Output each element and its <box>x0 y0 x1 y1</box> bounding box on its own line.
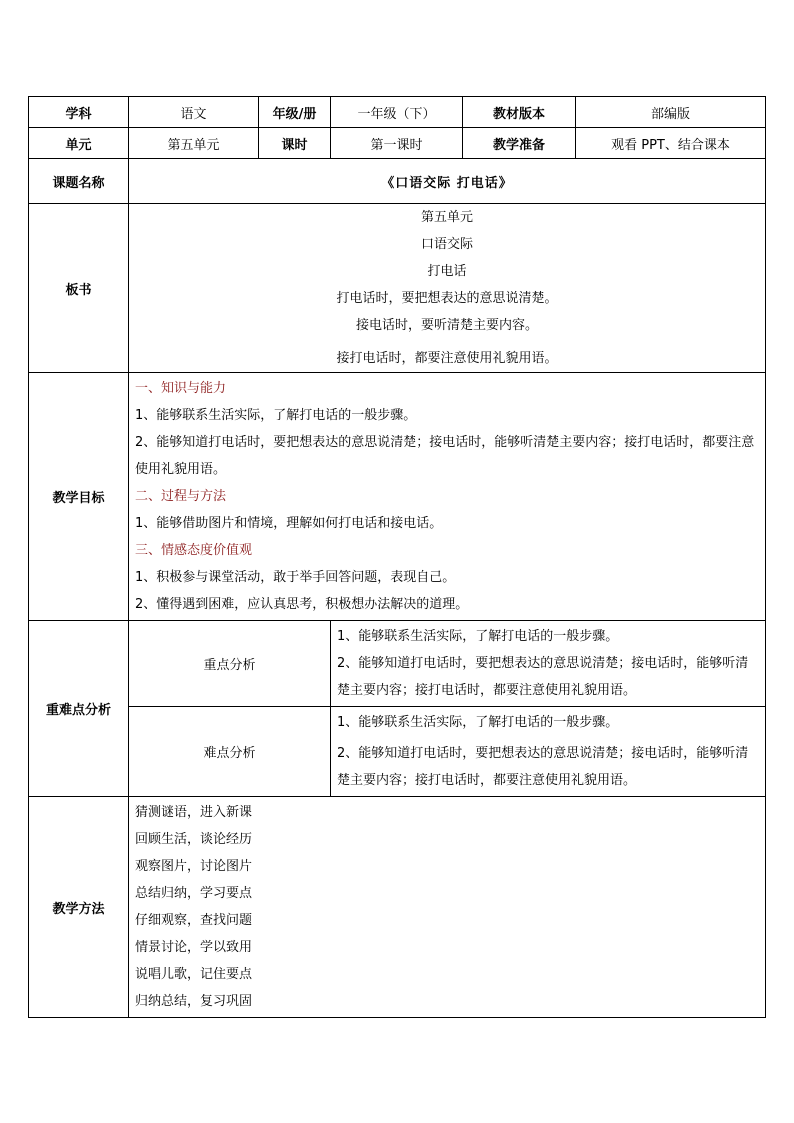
objectives-label: 教学目标 <box>29 373 129 621</box>
edition-label: 教材版本 <box>463 97 576 128</box>
lesson-title-label: 课题名称 <box>29 159 129 204</box>
blackboard-line: 打电话时，要把想表达的意思说清楚。 <box>336 291 558 306</box>
key-points-label: 重难点分析 <box>29 621 129 797</box>
method-item: 回顾生活，谈论经历 <box>135 832 253 847</box>
header-row-1 <box>29 97 766 128</box>
prep-label: 教学准备 <box>463 128 576 159</box>
difficult-analysis-item: 2、能够知道打电话时，要把想表达的意思说清楚；接电话时，能够听清楚主要内容；接打电话时，都要注意使用礼貌用语。 <box>337 746 749 788</box>
blackboard-row <box>29 204 766 373</box>
objective-item: 2、能够知道打电话时，要把想表达的意思说清楚；接电话时，能够听清楚主要内容；接打电话时，都要注意使用礼貌用语。 <box>135 435 755 477</box>
method-item: 总结归纳，学习要点 <box>135 886 253 901</box>
methods-content <box>129 797 766 1018</box>
method-item: 说唱儿歌，记住要点 <box>135 967 253 982</box>
period-label: 课时 <box>259 128 331 159</box>
period-value: 第一课时 <box>331 128 463 159</box>
key-analysis-label: 重点分析 <box>129 621 331 707</box>
objective-section-heading: 一、知识与能力 <box>135 381 227 396</box>
key-points-row <box>29 621 766 707</box>
blackboard-label: 板书 <box>29 204 129 373</box>
blackboard-line: 口语交际 <box>420 237 473 252</box>
method-item: 归纳总结，复习巩固 <box>135 994 253 1009</box>
difficult-points-row <box>29 707 766 797</box>
difficult-analysis-label: 难点分析 <box>129 707 331 797</box>
subject-value: 语文 <box>129 97 259 128</box>
objectives-row <box>29 373 766 621</box>
grade-label: 年级/册 <box>259 97 331 128</box>
difficult-analysis-content <box>331 707 766 797</box>
objective-item: 2、懂得遇到困难，应认真思考，积极想办法解决的道理。 <box>135 597 469 612</box>
objective-section-heading: 三、情感态度价值观 <box>135 543 253 558</box>
prep-value: 观看 PPT、结合课本 <box>576 128 766 159</box>
key-analysis-content <box>331 621 766 707</box>
lesson-title: 《口语交际 打电话》 <box>129 159 766 204</box>
blackboard-content <box>129 204 766 373</box>
difficult-analysis-item: 1、能够联系生活实际，了解打电话的一般步骤。 <box>337 715 619 730</box>
blackboard-line: 第五单元 <box>420 210 473 225</box>
blackboard-line: 接电话时，要听清楚主要内容。 <box>355 318 538 333</box>
unit-value: 第五单元 <box>129 128 259 159</box>
methods-row <box>29 797 766 1018</box>
lesson-plan-table <box>28 96 766 1018</box>
objective-item: 1、积极参与课堂活动，敢于举手回答问题，表现自己。 <box>135 570 456 585</box>
grade-value: 一年级（下） <box>331 97 463 128</box>
header-row-2 <box>29 128 766 159</box>
objectives-content <box>129 373 766 621</box>
objective-item: 1、能够借助图片和情境，理解如何打电话和接电话。 <box>135 516 443 531</box>
key-analysis-item: 1、能够联系生活实际，了解打电话的一般步骤。 <box>337 629 619 644</box>
methods-label: 教学方法 <box>29 797 129 1018</box>
blackboard-line: 接打电话时，都要注意使用礼貌用语。 <box>336 351 558 366</box>
method-item: 仔细观察，查找问题 <box>135 913 253 928</box>
method-item: 猜测谜语，进入新课 <box>135 805 253 820</box>
key-analysis-item: 2、能够知道打电话时，要把想表达的意思说清楚；接电话时，能够听清楚主要内容；接打电话时，都要注意使用礼貌用语。 <box>337 656 749 698</box>
unit-label: 单元 <box>29 128 129 159</box>
blackboard-line: 打电话 <box>427 264 467 279</box>
objective-section-heading: 二、过程与方法 <box>135 489 227 504</box>
method-item: 情景讨论，学以致用 <box>135 940 253 955</box>
objective-item: 1、能够联系生活实际，了解打电话的一般步骤。 <box>135 408 417 423</box>
edition-value: 部编版 <box>576 97 766 128</box>
method-item: 观察图片，讨论图片 <box>135 859 253 874</box>
subject-label: 学科 <box>29 97 129 128</box>
lesson-title-row <box>29 159 766 204</box>
